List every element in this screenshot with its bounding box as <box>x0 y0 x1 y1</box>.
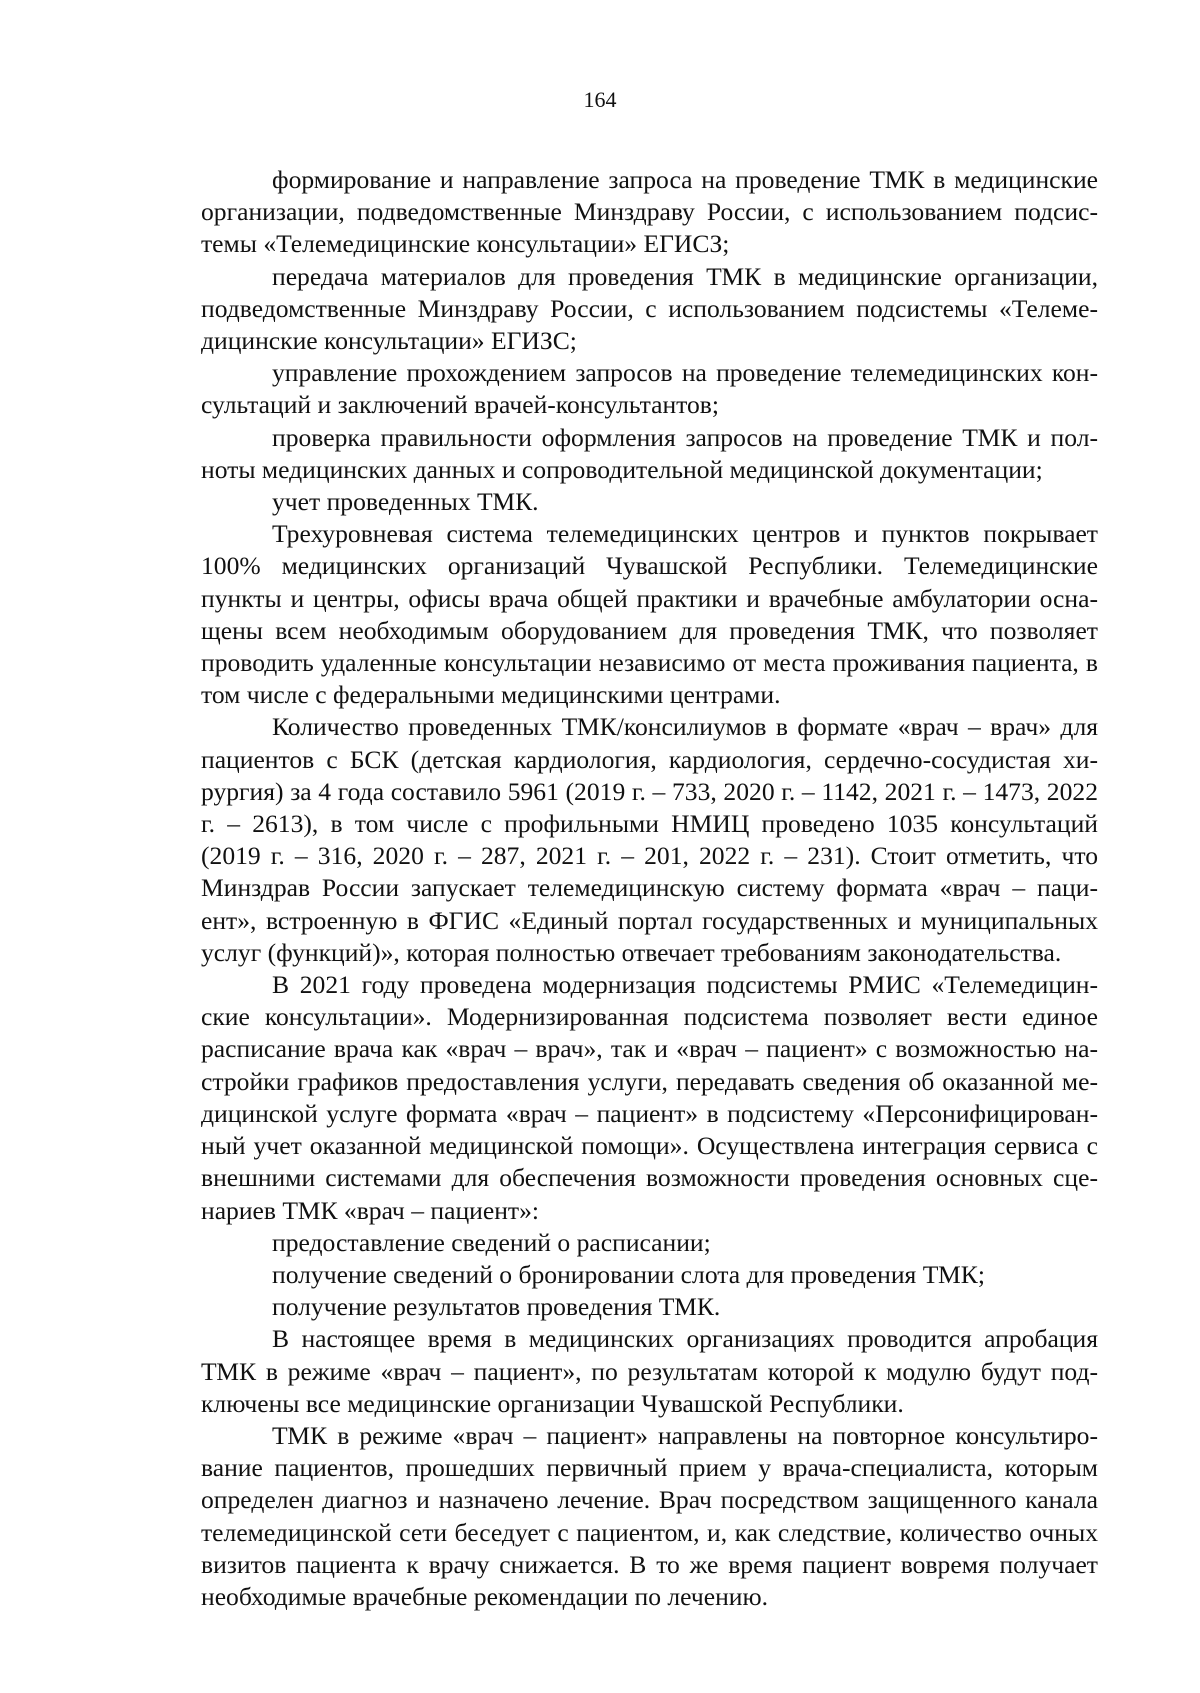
paragraph-materials-transfer: передача материалов для проведения ТМК в медицинские организации, подведомственные Минздраву России, с использованием подсистемы «Телемедицинские консультации» ЕГИЗС; <box>201 261 1098 356</box>
paragraph-three-level-system: Трехуровневая система телемедицинских центров и пунктов покрывает 100% медицинских организаций Чувашской Республики. Телемедицинские пункты и центры, офисы врача общей практики и врачебные амбулатории оснащены всем необходимым оборудованием для проведения ТМК, что позволяет проводить удаленные консультации независимо от места проживания пациента, в том числе с федеральными медицинскими центрами. <box>201 519 1098 710</box>
paragraph-results: получение результатов проведения ТМК. <box>272 1292 721 1322</box>
paragraph-request-management: управление прохождением запросов на проведение телемедицинских консультаций и заключений врачей-консультантов; <box>201 358 1098 420</box>
paragraph-consultation-count: Количество проведенных ТМК/консилиумов в формате «врач – врач» для пациентов с БСК (детская кардиология, кардиология, сердечно-сосудистая хирургия) за 4 года составило 5961 (2019 г. – 733, 2020 г. – 1142, 2021 г. – 1473, 2022 г. – 2613), в том числе с профильными НМИЦ проведено 1035 консультаций (2019 г. – 316, 2020 г. – 287, 2021 г. – 201, 2022 г. – 231). Стоит отметить, что Минздрав России запускает телемедицинскую систему формата «врач – пациент», встроенную в ФГИС «Единый портал государственных и муниципальных услуг (функций)», которая полностью отвечает требованиям законодательства. <box>201 712 1098 967</box>
paragraph-repeat-consultation: ТМК в режиме «врач – пациент» направлены на повторное консультирование пациентов, прошедших первичный прием у врача-специалиста, которым определен диагноз и назначено лечение. Врач посредством защищенного канала телемедицинской сети беседует с пациентом, и, как следствие, количество очных визитов пациента к врачу снижается. В то же время пациент вовремя получает необходимые врачебные рекомендации по лечению. <box>201 1420 1098 1611</box>
paragraph-schedule-info: предоставление сведений о расписании; <box>272 1227 711 1257</box>
paragraph-modernization-2021: В 2021 году проведена модернизация подсистемы РМИС «Телемедицинские консультации». Модернизированная подсистема позволяет вести единое расписание врача как «врач – врач», так и «врач – пациент» с возможностью настройки графиков предоставления услуги, передавать сведения об оказанной медицинской услуге формата «врач – пациент» в подсистему «Персонифицированный учет оказанной медицинской помощи». Осуществлена интеграция сервиса с внешними системами для обеспечения возможности проведения основных сценариев ТМК «врач – пациент»: <box>201 970 1098 1225</box>
paragraph-request-check: проверка правильности оформления запросов на проведение ТМК и полноты медицинских данных и сопроводительной медицинской документации; <box>201 422 1098 484</box>
page-number: 164 <box>583 87 617 112</box>
paragraph-slot-booking: получение сведений о бронировании слота для проведения ТМК; <box>272 1259 985 1289</box>
paragraph-request-formation: формирование и направление запроса на проведение ТМК в медицинские организации, подведомственные Минздраву России, с использованием подсистемы «Телемедицинские консультации» ЕГИСЗ; <box>201 165 1098 259</box>
document-body <box>201 164 1098 1613</box>
paragraph-tmk-accounting: учет проведенных ТМК. <box>272 487 539 517</box>
paragraph-approbation: В настоящее время в медицинских организациях проводится апробация ТМК в режиме «врач – пациент», по результатам которой к модулю будут подключены все медицинские организации Чувашской Республики. <box>201 1324 1098 1418</box>
